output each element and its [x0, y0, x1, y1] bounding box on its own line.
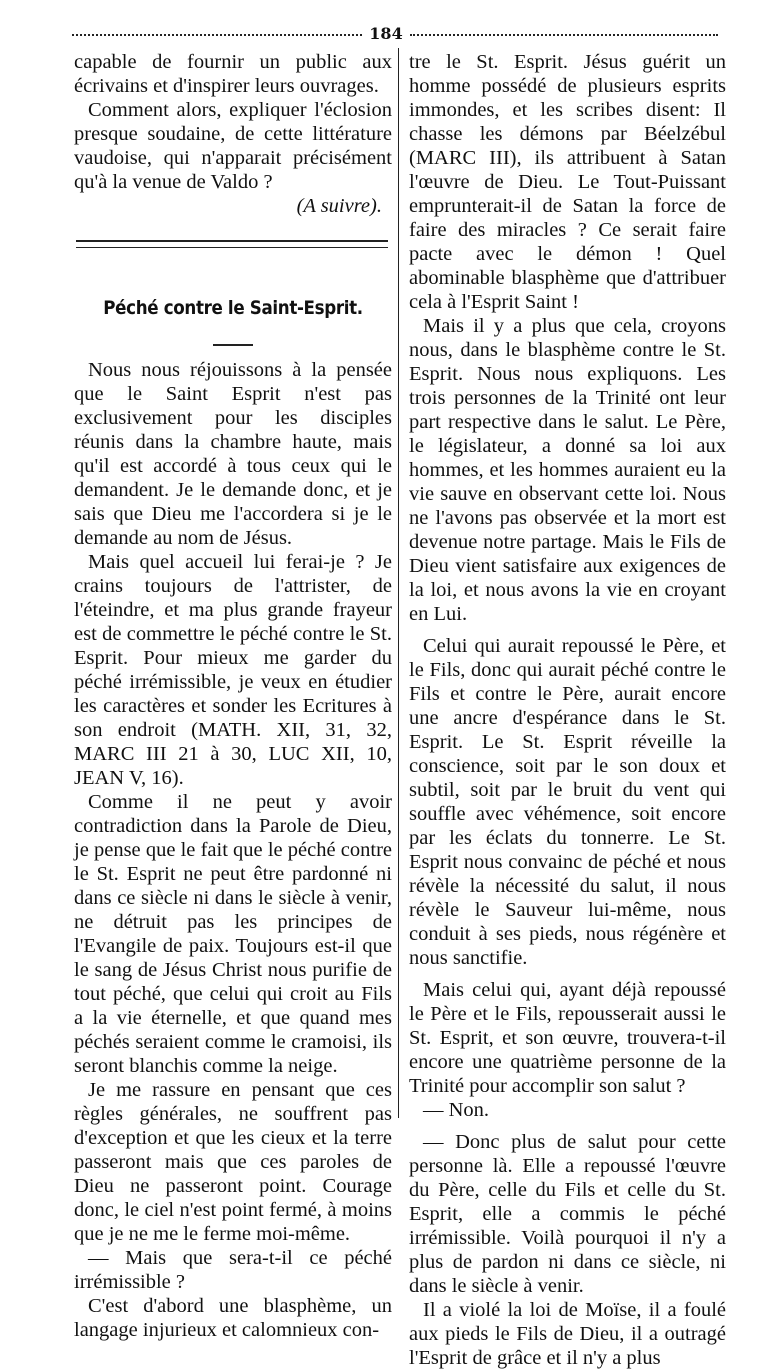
right-column: [409, 50, 726, 1370]
paragraph: Mais quel accueil lui ferai-je ? Je crains toujours de l'attrister, de l'éteindre, et ma plus grande frayeur est de commettre le péché contre le St. Esprit. Pour mieux me garder du péché irrémissible, je veux en étudier les caractères et sonder les Ecritures à son endroit (MATH. XII, 31, 32, MARC III 21 à 30, LUC XII, 10, JEAN V, 16).: [74, 551, 392, 789]
paragraph: Mais il y a plus que cela, croyons nous, dans le blasphème contre le St. Esprit. Nous nous expliquons. Les trois personnes de la Trinité ont leur part respective dans le salut. Le Père, le législateur, a donné sa loi aux hommes, et les hommes auraient eu la vie sauve en observant cette loi. Nous ne l'avons pas observée et la mort est devenue notre partage. Mais le Fils de Dieu vient satisfaire aux exigences de la loi, et nous avons la vie en croyant en Lui.: [409, 315, 726, 625]
ornamental-rule-right: [410, 34, 718, 36]
paragraph: C'est d'abord une blasphème, un langage injurieux et calomnieux con-: [74, 1295, 392, 1341]
section-separator: [76, 240, 388, 248]
continued-text: capable de fournir un public aux écrivains et d'inspirer leurs ouvrages.: [74, 51, 392, 97]
column-divider: [398, 48, 399, 1118]
left-column: [74, 50, 392, 1342]
title-dash: [213, 344, 253, 346]
paragraph: — Donc plus de salut pour cette personne là. Elle a repoussé l'œuvre du Père, celle du Fils et celle du St. Esprit, elle a commis le péché irrémissible. Voilà pourquoi il n'y a plus de pardon ni dans ce siècle, ni dans le siècle à venir.: [409, 1131, 726, 1297]
paragraph: Il a violé la loi de Moïse, il a foulé aux pieds le Fils de Dieu, il a outragé l'Esprit de grâce et il n'y a plus: [409, 1299, 726, 1369]
page-number: 184: [369, 24, 403, 43]
running-head: [72, 22, 718, 46]
paragraph: Comme il ne peut y avoir contradiction dans la Parole de Dieu, je pense que le fait que le péché contre le St. Esprit ne peut être pardonné ni dans ce siècle ni dans le siècle à venir, ne détruit pas les principes de l'Evangile de paix. Toujours est-il que le sang de Jésus Christ nous purifie de tout péché, que celui qui croit au Fils a la vie éternelle, et que quand mes péchés seraient comme le cramoisi, ils seront blanchis comme la neige.: [74, 791, 392, 1077]
article-title: Péché contre le Saint-Esprit.: [103, 297, 363, 319]
closing-question: Comment alors, expliquer l'éclosion presque soudaine, de cette littérature vaudoise, qui n'apparait précisément qu'à la venue de Valdo ?: [74, 99, 392, 193]
paragraph: — Mais que sera-t-il ce péché irrémissible ?: [74, 1247, 392, 1293]
paragraph: Je me rassure en pensant que ces règles générales, ne souffrent pas d'exception et que les cieux et la terre passeront mais que ces paroles de Dieu ne passeront point. Courage donc, le ciel n'est point fermé, à moins que je ne me le ferme moi-même.: [74, 1079, 392, 1245]
ornamental-rule-left: [72, 34, 362, 36]
to-be-continued: (A suivre).: [296, 195, 382, 217]
paragraph: Mais celui qui, ayant déjà repoussé le Père et le Fils, repousserait aussi le St. Esprit, et son œuvre, trouvera-t-il encore une quatrième personne de la Trinité pour accomplir son salut ?: [409, 979, 726, 1097]
paragraph: — Non.: [423, 1099, 490, 1121]
paragraph: Nous nous réjouissons à la pensée que le Saint Esprit n'est pas exclusivement pour les disciples réunis dans la chambre haute, mais qu'il est accordé à tous ceux qui le demandent. Je le demande donc, et je sais que Dieu me l'accordera si je le demande au nom de Jésus.: [74, 359, 392, 549]
paragraph: Celui qui aurait repoussé le Père, et le Fils, donc qui aurait péché contre le Fils et contre le Père, aurait encore une ancre d'espérance dans le St. Esprit. Le St. Esprit réveille la conscience, soit par le son doux et subtil, soit par le bruit du vent qui souffle avec véhémence, soit encore par les éclats du tonnerre. Le St. Esprit nous convainc de péché et nous révèle la nécessité du salut, il nous révèle le Sauveur lui-même, nous conduit à ses pieds, nous régénère et nous sanctifie.: [409, 635, 726, 969]
paragraph: tre le St. Esprit. Jésus guérit un homme possédé de plusieurs esprits immondes, et les scribes disent: Il chasse les démons par Béelzébul (MARC III), ils attribuent à Satan l'œuvre de Dieu. Le Tout-Puissant emprunterait-il de Satan la force de faire des miracles ? Ce serait faire pacte avec le démon ! Quel abominable blasphème que d'attribuer cela à l'Esprit Saint !: [409, 51, 726, 313]
